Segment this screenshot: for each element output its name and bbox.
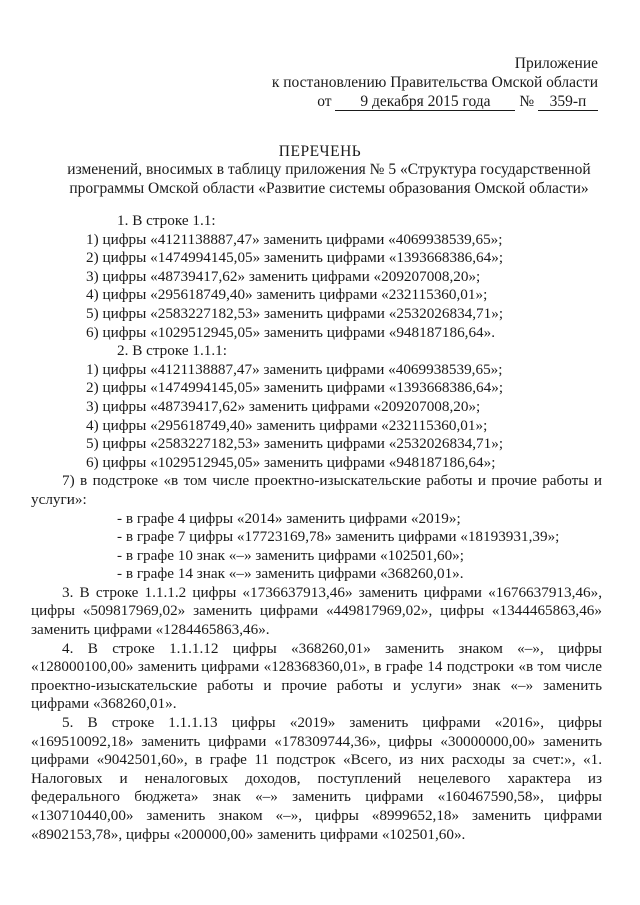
section-3-paragraph: 3. В строке 1.1.1.2 цифры «1736637913,46» заменить цифрами «1676637913,46», цифры «509817969,02» заменить цифрами «449817969,02», цифры «1344465863,46» заменить цифрами «1284465863,46».: [31, 583, 602, 639]
from-label: от: [317, 93, 332, 110]
annex-label: Приложение: [514, 55, 598, 72]
section-2-item: 1) цифры «4121138887,47» заменить цифрами «4069938539,65»;: [86, 360, 503, 378]
section-2-item-7: 7) в подстроке «в том числе проектно-изыскательские работы и прочие работы и услуги»:: [31, 472, 602, 508]
section-5-paragraph: 5. В строке 1.1.1.13 цифры «2019» заменить цифрами «2016», цифры «169510092,18» заменить цифрами «178309744,36», цифры «30000000,00» заменить цифрами «9042501,60», в графе 11 подстрок «Всего, из них расходы за счет:», «1. Налоговых и неналоговых доходов, поступлений нецелевого характера из федерального бюджета» знак «–» заменить цифрами «160467590,58», цифры «130710440,00» заменить знаком «–», цифры «8999652,18» заменить цифрами «8902153,78», цифры «200000,00» заменить цифрами «102501,60».: [31, 714, 602, 843]
section-2-item: 4) цифры «295618749,40» заменить цифрами «232115360,01»;: [86, 416, 488, 434]
section-2-item: 6) цифры «1029512945,05» заменить цифрами «948187186,64»;: [86, 453, 496, 471]
number-label: №: [519, 93, 535, 110]
document-title: ПЕРЕЧЕНЬ: [278, 143, 362, 160]
section-2-subitem: - в графе 4 цифры «2014» заменить цифрами «2019»;: [117, 509, 461, 527]
document-subtitle: изменений, вносимых в таблицу приложения № 5 «Структура государственной программы Омской области «Развитие системы образования Омской области»: [67, 161, 591, 197]
section-2-item: 5) цифры «2583227182,53» заменить цифрами «2532026834,71»;: [86, 435, 504, 453]
section-1-item: 4) цифры «295618749,40» заменить цифрами «232115360,01»;: [86, 286, 488, 304]
section-1-item: 1) цифры «4121138887,47» заменить цифрами «4069938539,65»;: [86, 230, 503, 248]
section-1-item: 2) цифры «1474994145,05» заменить цифрами «1393668386,64»;: [86, 249, 504, 267]
section-2-heading: 2. В строке 1.1.1:: [117, 342, 227, 360]
document-body: [31, 212, 602, 844]
section-1-item: 6) цифры «1029512945,05» заменить цифрами «948187186,64».: [86, 323, 496, 341]
section-2-subitem: - в графе 10 знак «–» заменить цифрами «102501,60»;: [117, 546, 464, 564]
section-2-item: 2) цифры «1474994145,05» заменить цифрами «1393668386,64»;: [86, 379, 504, 397]
section-1-item: 3) цифры «48739417,62» заменить цифрами «209207008,20»;: [86, 267, 481, 285]
decree-date: 9 декабря 2015 года: [335, 93, 515, 111]
section-1-item: 5) цифры «2583227182,53» заменить цифрами «2532026834,71»;: [86, 304, 504, 322]
section-1-heading: 1. В строке 1.1:: [117, 212, 216, 229]
decree-number: 359-п: [538, 93, 598, 111]
decree-date-line: [218, 92, 598, 111]
section-4-paragraph: 4. В строке 1.1.1.12 цифры «368260,01» заменить знаком «–», цифры «128000100,00» заменить цифрами «128368360,01», в графе 14 подстроки «в том числе проектно-изыскательские работы и прочие работы и услуги» знак «–» заменить цифрами «368260,01».: [31, 639, 602, 713]
section-2-subitem: - в графе 14 знак «–» заменить цифрами «368260,01».: [117, 565, 464, 583]
section-2-subitem: - в графе 7 цифры «17723169,78» заменить цифрами «18193931,39»;: [117, 528, 560, 546]
section-2-item: 3) цифры «48739417,62» заменить цифрами «209207008,20»;: [86, 397, 481, 415]
decree-reference: к постановлению Правительства Омской области: [271, 74, 598, 91]
annex-header: [218, 54, 598, 111]
